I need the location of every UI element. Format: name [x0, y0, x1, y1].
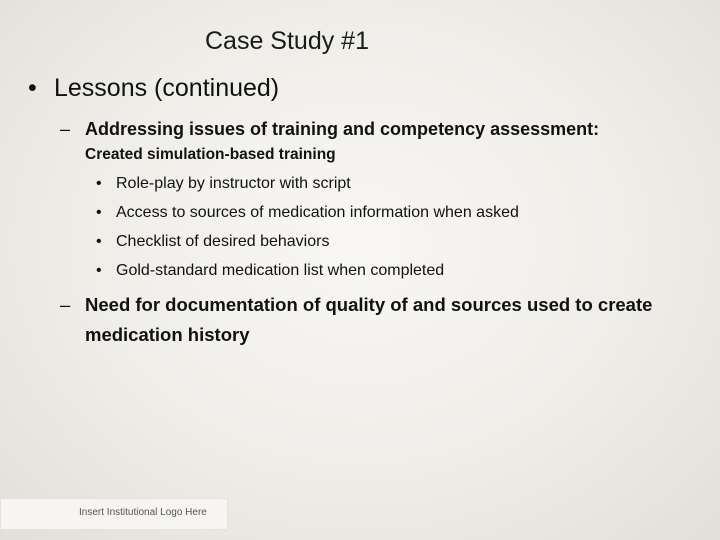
sub-point-documentation [60, 290, 685, 350]
logo-placeholder [0, 498, 228, 530]
bullet-dot-icon: • [96, 204, 102, 221]
main-bullet-text: Lessons (continued) [54, 74, 280, 102]
sub-point-documentation-text: Need for documentation of quality of and sources used to create medication history [85, 294, 653, 345]
bullet-dot-icon: • [96, 262, 102, 279]
sub-point-training-text: Addressing issues of training and competency assessment: [85, 119, 600, 139]
dash-icon: – [60, 294, 71, 315]
training-list [96, 173, 519, 289]
logo-placeholder-text: Insert Institutional Logo Here [79, 507, 207, 518]
bullet-dot-icon: • [96, 175, 102, 192]
bullet-dot-icon: • [96, 233, 102, 250]
list-item: • Gold-standard medication list when completed [96, 260, 519, 289]
slide-title: Case Study #1 [205, 27, 369, 55]
main-bullet [28, 74, 279, 103]
bullet-dot-icon: • [28, 74, 37, 102]
list-item: • Checklist of desired behaviors [96, 231, 519, 260]
dash-icon: – [60, 119, 71, 139]
list-item: • Role-play by instructor with script [96, 173, 519, 202]
subheading: Created simulation-based training [85, 146, 336, 163]
sub-point-training [60, 119, 599, 140]
list-item: • Access to sources of medication information when asked [96, 202, 519, 231]
